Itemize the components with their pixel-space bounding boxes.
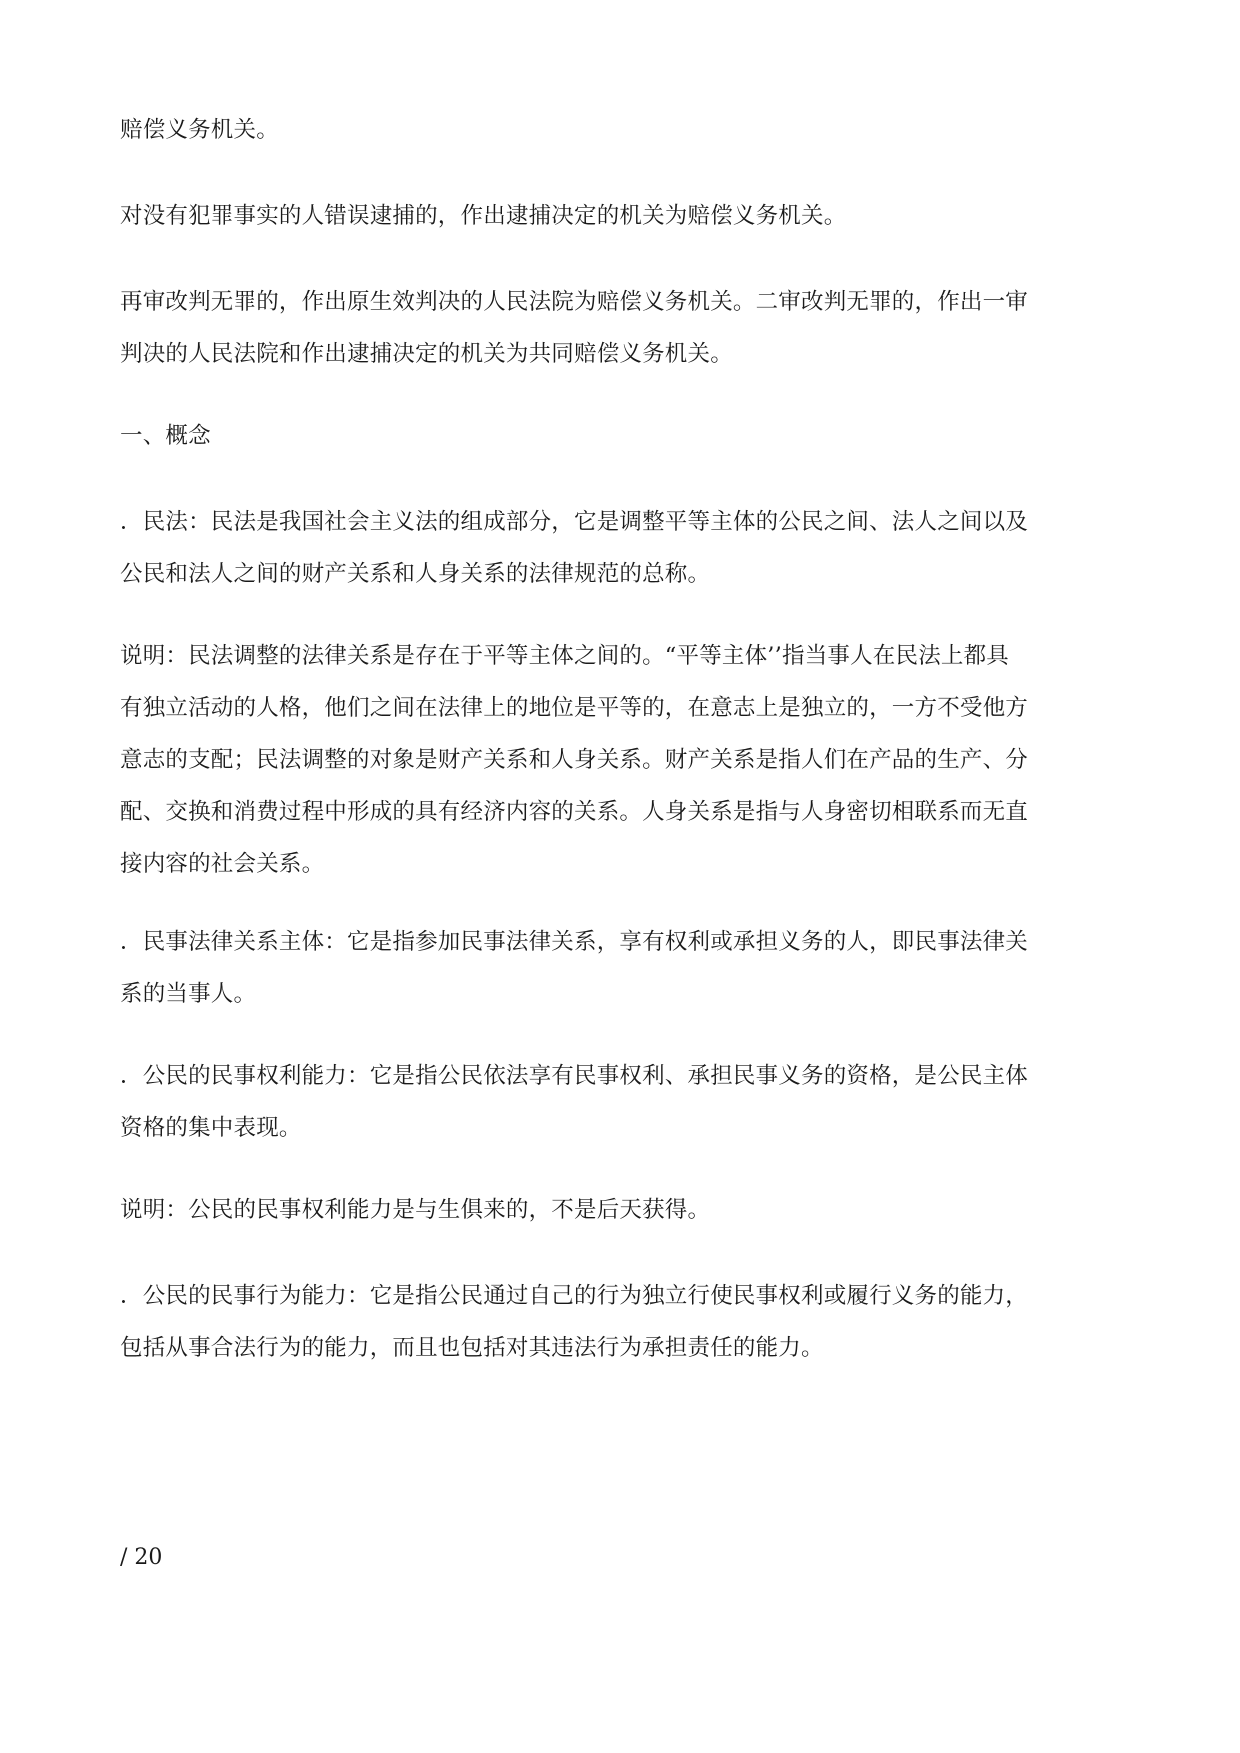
paragraph-legal-subject [120, 916, 1120, 1020]
text-line: 接内容的社会关系。 [120, 851, 325, 877]
text-line: ．公民的民事行为能力：它是指公民通过自己的行为独立行使民事权利或履行义务的能力， [120, 1283, 1029, 1309]
text-line: 系的当事人。 [120, 981, 257, 1007]
paragraph-civil-law [120, 496, 1120, 600]
section-heading-concept [120, 410, 1120, 462]
paragraph-rights-capacity-note [120, 1184, 1120, 1236]
paragraph-conduct-capacity [120, 1270, 1120, 1374]
paragraph-rights-capacity [120, 1050, 1120, 1154]
page-number: / 20 [120, 1545, 163, 1570]
text-line: 意志的支配；民法调整的对象是财产关系和人身关系。财产关系是指人们在产品的生产、分 [120, 747, 1029, 773]
text-line: ．民事法律关系主体：它是指参加民事法律关系，享有权利或承担义务的人，即民事法律关 [120, 929, 1029, 955]
text-line: 有独立活动的人格，他们之间在法律上的地位是平等的，在意志上是独立的，一方不受他方 [120, 695, 1029, 721]
text-line: 再审改判无罪的，作出原生效判决的人民法院为赔偿义务机关。二审改判无罪的，作出一审 [120, 289, 1029, 315]
text-line: 资格的集中表现。 [120, 1115, 302, 1141]
text-line: 对没有犯罪事实的人错误逮捕的，作出逮捕决定的机关为赔偿义务机关。 [120, 203, 847, 229]
text-line: 判决的人民法院和作出逮捕决定的机关为共同赔偿义务机关。 [120, 341, 733, 367]
paragraph-wrongful-arrest [120, 190, 1120, 242]
text-line: 说明：公民的民事权利能力是与生俱来的，不是后天获得。 [120, 1197, 711, 1223]
text-line: 配、交换和消费过程中形成的具有经济内容的关系。人身关系是指与人身密切相联系而无直 [120, 799, 1029, 825]
text-line: 说明：民法调整的法律关系是存在于平等主体之间的。“平等主体’’指当事人在民法上都具 [120, 643, 1010, 669]
text-line: ．公民的民事权利能力：它是指公民依法享有民事权利、承担民事义务的资格，是公民主体 [120, 1063, 1029, 1089]
text-line: ．民法：民法是我国社会主义法的组成部分，它是调整平等主体的公民之间、法人之间以及 [120, 509, 1029, 535]
paragraph-compensation-organ [120, 104, 1120, 156]
paragraph-retrial [120, 276, 1120, 380]
text-line: 赔偿义务机关。 [120, 117, 279, 143]
paragraph-civil-law-note [120, 630, 1120, 890]
text-line: 包括从事合法行为的能力，而且也包括对其违法行为承担责任的能力。 [120, 1335, 824, 1361]
text-line: 公民和法人之间的财产关系和人身关系的法律规范的总称。 [120, 561, 711, 587]
text-line: 一、概念 [120, 423, 211, 449]
